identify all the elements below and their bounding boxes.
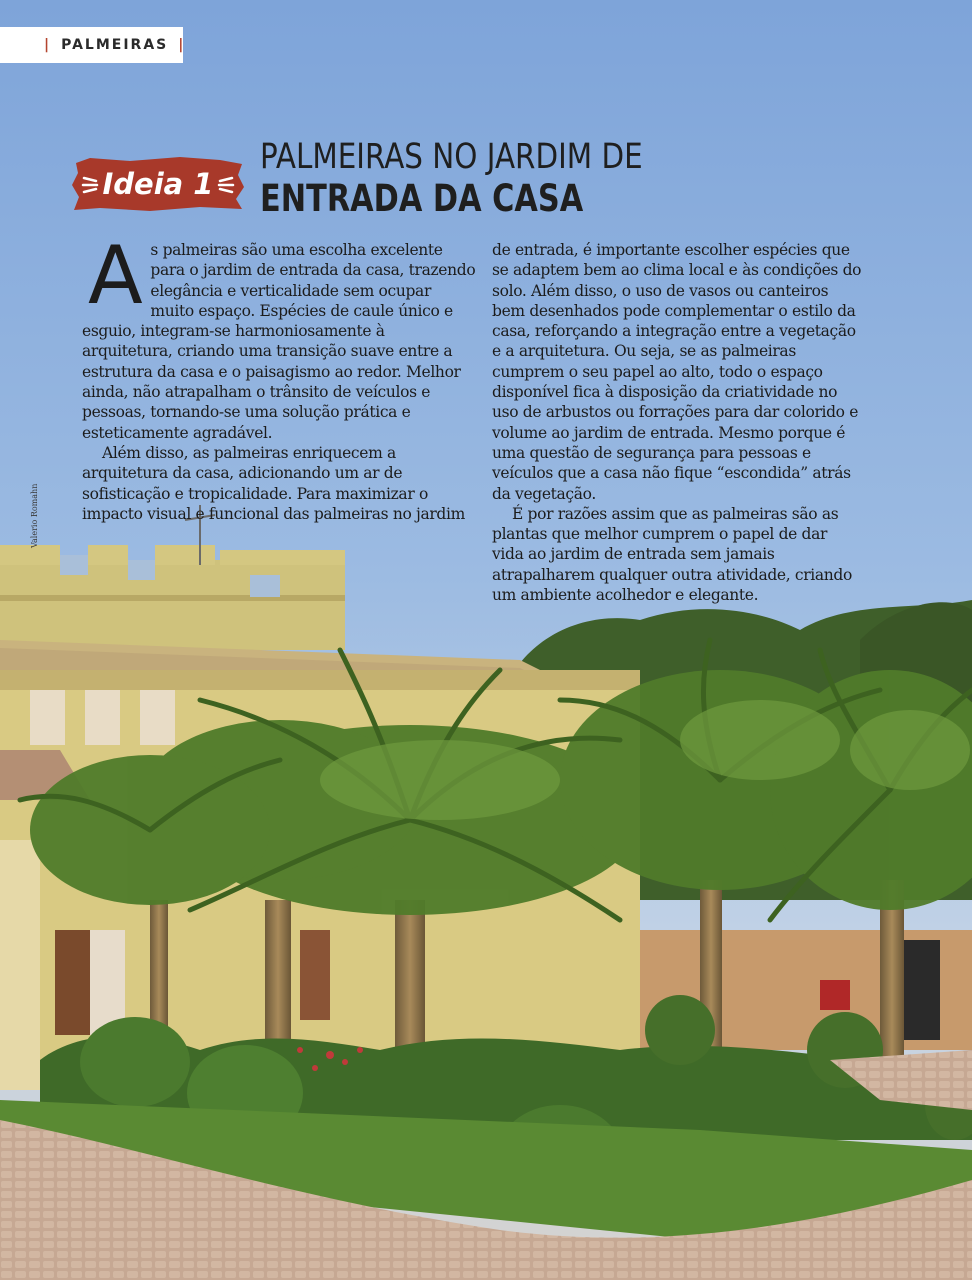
idea-badge-label: Ideia 1 [102, 167, 214, 201]
paragraph [82, 229, 477, 443]
paragraph: É por razões assim que as palmeiras são as plantas que melhor cumprem o papel de dar vida ao jardim de entrada sem jamais atrapalharem qualquer outra atividade, criando um ambiente acolhedor e elegante. [492, 504, 852, 605]
article-title-line1: PALMEIRAS NO JARDIM DE [260, 137, 643, 177]
body-column-right [492, 240, 862, 605]
paragraph-text: s palmeiras são uma escolha excelente para o jardim de entrada da casa, trazendo elegância e verticalidade sem ocupar muito espaço. Espécies de caule único e esguio, integram-se harmoniosamente à arquitetura, criando uma transição suave entre a estrutura da casa e o paisagismo ao redor. Melhor ainda, não atrapalham o trânsito de veículos e pessoas, tornando-se uma solução prática e esteticamente agradável. [82, 241, 476, 442]
section-tag-label: PALMEIRAS [61, 37, 169, 53]
paragraph: Além disso, as palmeiras enriquecem a arquitetura da casa, adicionando um ar de sofisticação e tropicalidade. Para maximizar o impacto visual e funcional das palmeiras no jardim [82, 443, 465, 523]
section-tag [0, 27, 186, 63]
body-column-left [82, 229, 477, 524]
article-title [260, 137, 680, 219]
drop-cap: A [88, 229, 143, 322]
section-tag-divider: | [44, 37, 52, 53]
photo-credit: Valerio Romahn [30, 483, 39, 548]
paragraph: de entrada, é importante escolher espécies que se adaptem bem ao clima local e às condições do solo. Além disso, o uso de vasos ou canteiros bem desenhados pode complementar o estilo da casa, reforçando a integração entre a vegetação e a arquitetura. Ou seja, se as palmeiras cumprem o seu papel ao alto, todo o espaço disponível fica à disposição da criatividade no uso de arbustos ou forrações para dar colorido e volume ao jardim de entrada. Mesmo porque é uma questão de segurança para pessoas e veículos que a casa não fique “escondida” atrás da vegetação. [492, 241, 862, 503]
idea-badge [70, 155, 246, 213]
article-title-line2: ENTRADA DA CASA [260, 177, 584, 220]
section-tag-divider: | [178, 37, 186, 53]
